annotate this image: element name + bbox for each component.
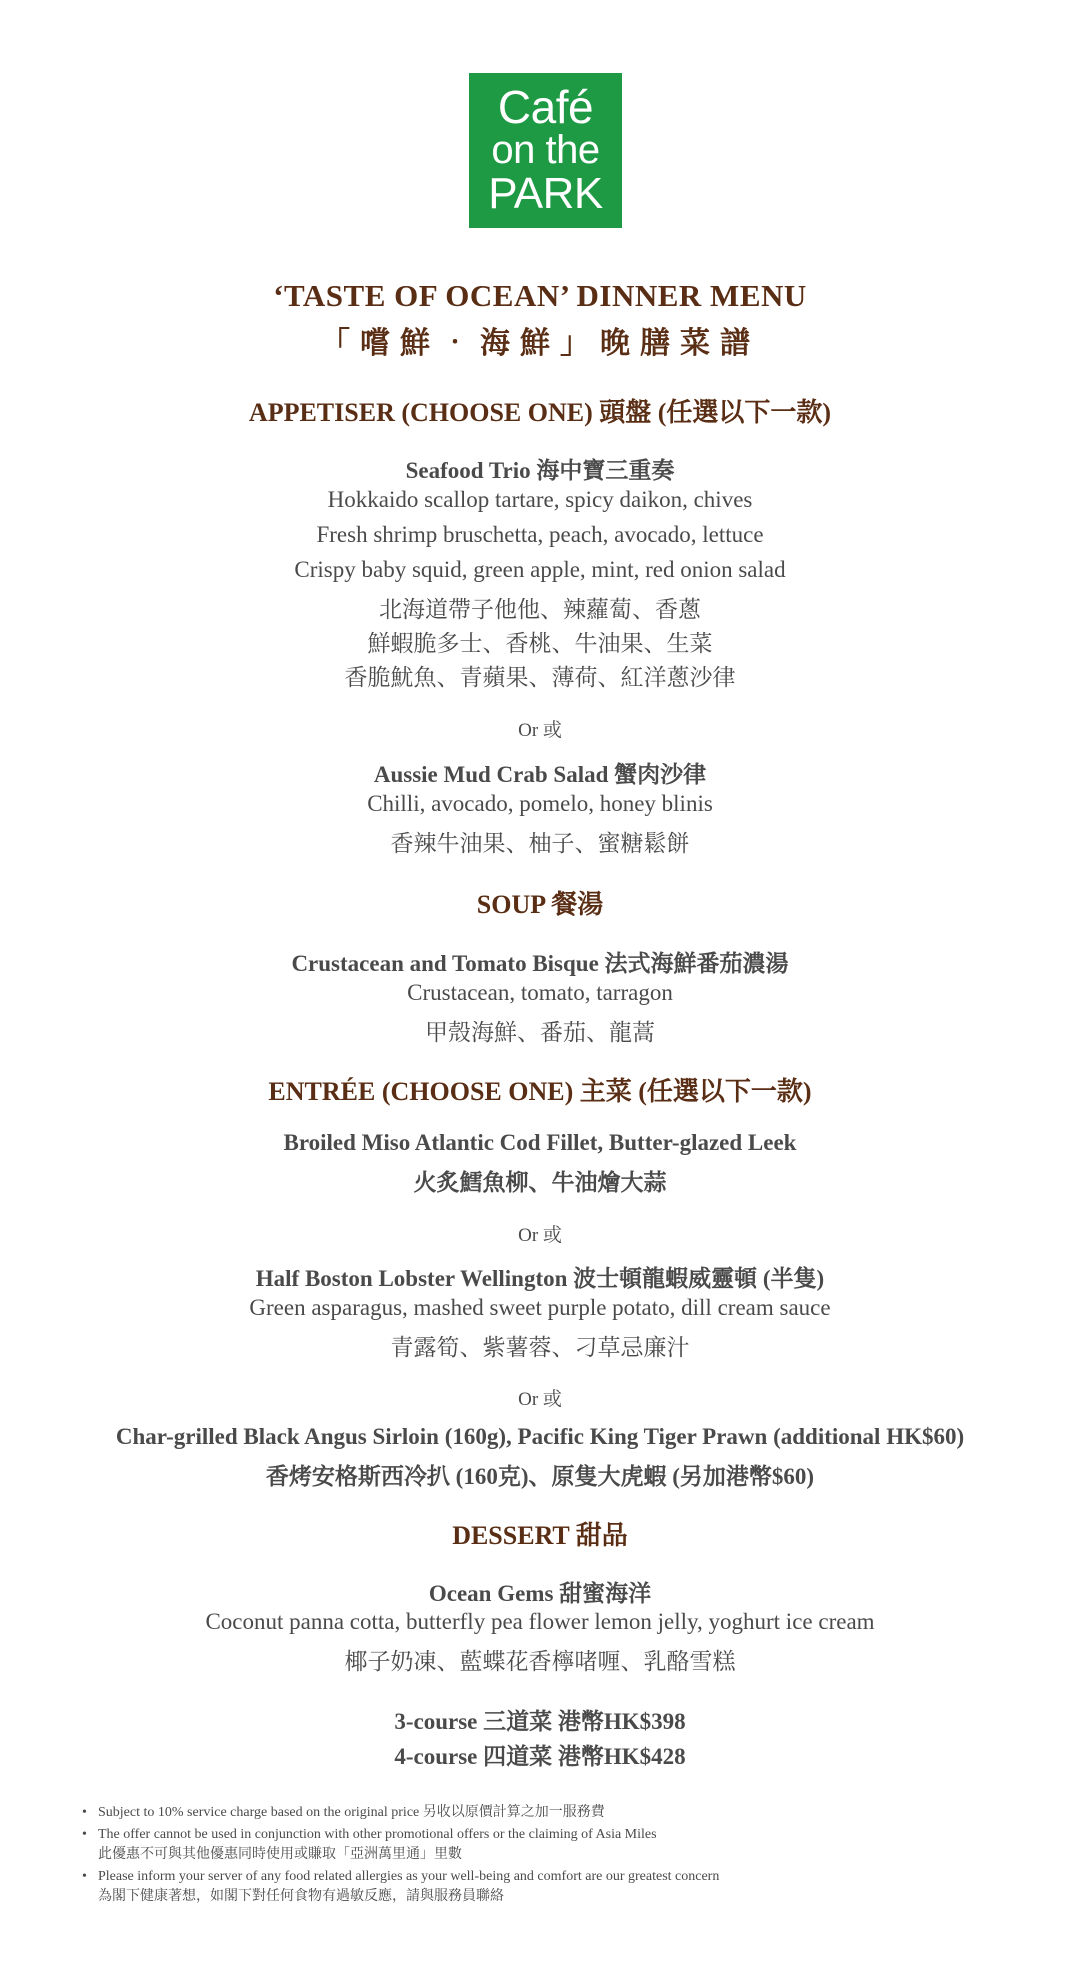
crab-salad-line-2: 香辣牛油果、柚子、蜜糖鬆餅 [390,831,690,856]
seafood-trio-line-5: 鮮蝦脆多士、香桃、牛油果、生菜 [367,631,713,656]
lobster-line-1: Green asparagus, mashed sweet purple potato, dill cream sauce [249,1295,831,1320]
logo-line-1: Café [497,80,594,133]
cod-name-zh: 火炙鱈魚柳、牛油燴大蒜 [413,1170,667,1195]
crab-salad-name: Aussie Mud Crab Salad 蟹肉沙律 [373,762,707,787]
note-service-charge [80,1803,1000,1823]
lobster-name: Half Boston Lobster Wellington 波士頓龍蝦威靈頓 (半隻) [255,1266,825,1291]
sirloin-name: Char-grilled Black Angus Sirloin (160g), Pacific King Tiger Prawn (additional HK$60) [115,1424,965,1449]
menu-title-zh: 「嚐鮮‧海鮮」晚膳菜譜 [320,327,760,360]
dessert-heading: DESSERT 甜品 [452,1521,628,1550]
menu-title-en: ‘TASTE OF OCEAN’ DINNER MENU [273,278,807,313]
appetiser-heading: APPETISER (CHOOSE ONE) 頭盤 (任選以下一款) [248,398,832,427]
entree-or-2: Or 或 [518,1389,562,1410]
seafood-trio-line-1: Hokkaido scallop tartare, spicy daikon, chives [327,487,753,512]
note-line: 此優惠不可與其他優惠同時使用或賺取「亞洲萬里通」里數 [98,1847,462,1862]
note-line: Subject to 10% service charge based on the original price 另收以原價計算之加一服務費 [98,1805,605,1820]
seafood-trio-line-4: 北海道帶子他他、辣蘿蔔、香蔥 [379,597,701,622]
logo-line-3: PARK [488,168,603,218]
bisque-line-2: 甲殼海鮮、番茄、龍蒿 [425,1020,655,1045]
ocean-gems-line-2: 椰子奶凍、藍蝶花香檸啫喱、乳酪雪糕 [344,1649,736,1674]
ocean-gems-name: Ocean Gems 甜蜜海洋 [428,1581,652,1606]
bisque-line-1: Crustacean, tomato, tarragon [407,980,673,1005]
note-offer-restriction [80,1825,1000,1865]
footer-notes [80,1803,1000,1907]
seafood-trio-line-3: Crispy baby squid, green apple, mint, red onion salad [294,557,786,582]
seafood-trio-name: Seafood Trio 海中寶三重奏 [405,458,675,483]
bisque-name: Crustacean and Tomato Bisque 法式海鮮番茄濃湯 [291,951,789,976]
note-line: 為閣下健康著想，如閣下對任何食物有過敏反應，請與服務員聯絡 [98,1889,504,1904]
sirloin-name-zh: 香烤安格斯西冷扒 (160克)、原隻大虎蝦 (另加港幣$60) [265,1464,815,1489]
seafood-trio-line-2: Fresh shrimp bruschetta, peach, avocado, lettuce [316,522,764,547]
soup-heading: SOUP 餐湯 [476,890,604,919]
price-three-course: 3-course 三道菜 港幣HK$398 [394,1709,686,1734]
logo-line-2: on the [491,127,600,172]
cafe-logo [469,73,622,228]
bullet-icon: • [82,1827,87,1842]
bullet-icon: • [82,1869,87,1884]
entree-heading: ENTRÉE (CHOOSE ONE) 主菜 (任選以下一款) [268,1077,812,1106]
appetiser-or: Or 或 [518,720,562,741]
note-line: The offer cannot be used in conjunction with other promotional offers or the claiming of Asia Miles [98,1827,657,1842]
ocean-gems-line-1: Coconut panna cotta, butterfly pea flower lemon jelly, yoghurt ice cream [205,1609,875,1634]
price-four-course: 4-course 四道菜 港幣HK$428 [394,1744,686,1769]
crab-salad-line-1: Chilli, avocado, pomelo, honey blinis [367,791,713,816]
entree-or-1: Or 或 [518,1225,562,1246]
lobster-line-2: 青露筍、紫薯蓉、刁草忌廉汁 [390,1335,690,1360]
cod-name: Broiled Miso Atlantic Cod Fillet, Butter-glazed Leek [283,1130,797,1155]
note-allergies [80,1867,1000,1907]
note-line: Please inform your server of any food related allergies as your well-being and comfort are our greatest concern [98,1869,720,1884]
bullet-icon: • [82,1805,87,1820]
seafood-trio-line-6: 香脆魷魚、青蘋果、薄荷、紅洋蔥沙律 [344,665,736,690]
